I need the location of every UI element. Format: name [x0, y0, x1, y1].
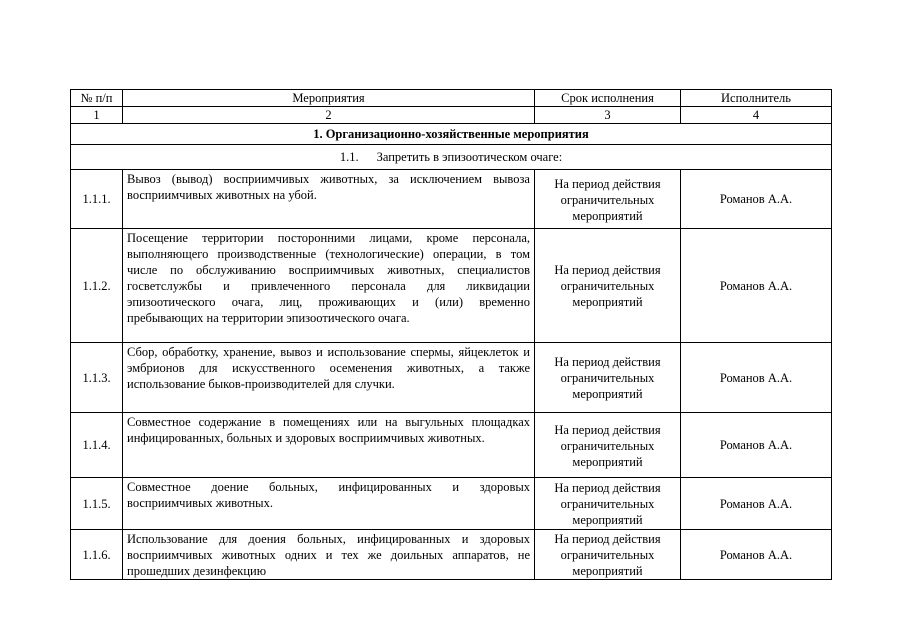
row-activity: Вывоз (вывод) восприимчивых животных, за исключением вывоза восприимчивых животных на убой. [123, 170, 535, 229]
row-activity: Использование для доения больных, инфицированных и здоровых восприимчивых животных одних и тех же доильных аппаратов, не прошедших дезинфекцию [123, 530, 535, 580]
row-activity: Совместное содержание в помещениях или на выгульных площадках инфицированных, больных и здоровых восприимчивых животных. [123, 413, 535, 478]
table-row [71, 530, 832, 580]
measures-table [70, 89, 832, 580]
header-activities: Мероприятия [123, 90, 535, 107]
table-row [71, 343, 832, 413]
row-number: 1.1.3. [71, 343, 123, 413]
row-number: 1.1.1. [71, 170, 123, 229]
row-executor: Романов А.А. [681, 170, 832, 229]
column-number-1: 1 [71, 107, 123, 124]
row-executor: Романов А.А. [681, 478, 832, 530]
subsection-row [71, 145, 832, 170]
header-term: Срок исполнения [535, 90, 681, 107]
row-term: На период действия ограничительных мероприятий [535, 478, 681, 530]
section-title: 1. Организационно-хозяйственные мероприятия [71, 124, 832, 145]
table-row [71, 170, 832, 229]
row-number: 1.1.6. [71, 530, 123, 580]
row-term: На период действия ограничительных мероприятий [535, 413, 681, 478]
section-row [71, 124, 832, 145]
row-term: На период действия ограничительных мероприятий [535, 530, 681, 580]
subsection-text: Запретить в эпизоотическом очаге: [376, 150, 563, 164]
row-executor: Романов А.А. [681, 343, 832, 413]
column-number-4: 4 [681, 107, 832, 124]
row-activity: Посещение территории посторонними лицами, кроме персонала, выполняющего производственные (технологические) операции, в том числе по обслуживанию восприимчивых животных, специалистов госветслужбы и привлеченного персонала для ликвидации эпизоотического очага, лиц, проживающих и (или) временно пребывающих на территории эпизоотического очага. [123, 229, 535, 343]
table-row [71, 478, 832, 530]
row-term: На период действия ограничительных мероприятий [535, 343, 681, 413]
row-executor: Романов А.А. [681, 530, 832, 580]
row-activity: Совместное доение больных, инфицированных и здоровых восприимчивых животных. [123, 478, 535, 530]
column-number-3: 3 [535, 107, 681, 124]
subsection-cell [71, 145, 832, 170]
subsection-number: 1.1. [339, 150, 359, 164]
row-activity: Сбор, обработку, хранение, вывоз и использование спермы, яйцеклеток и эмбрионов для искусственного осеменения животных, а также использование быков-производителей для случки. [123, 343, 535, 413]
row-executor: Романов А.А. [681, 413, 832, 478]
row-number: 1.1.4. [71, 413, 123, 478]
row-term: На период действия ограничительных мероприятий [535, 170, 681, 229]
header-number: № п/п [71, 90, 123, 107]
table-row [71, 229, 832, 343]
row-term: На период действия ограничительных мероприятий [535, 229, 681, 343]
header-executor: Исполнитель [681, 90, 832, 107]
column-number-2: 2 [123, 107, 535, 124]
table-row [71, 413, 832, 478]
column-number-row [71, 107, 832, 124]
row-executor: Романов А.А. [681, 229, 832, 343]
row-number: 1.1.5. [71, 478, 123, 530]
header-row [71, 90, 832, 107]
row-number: 1.1.2. [71, 229, 123, 343]
